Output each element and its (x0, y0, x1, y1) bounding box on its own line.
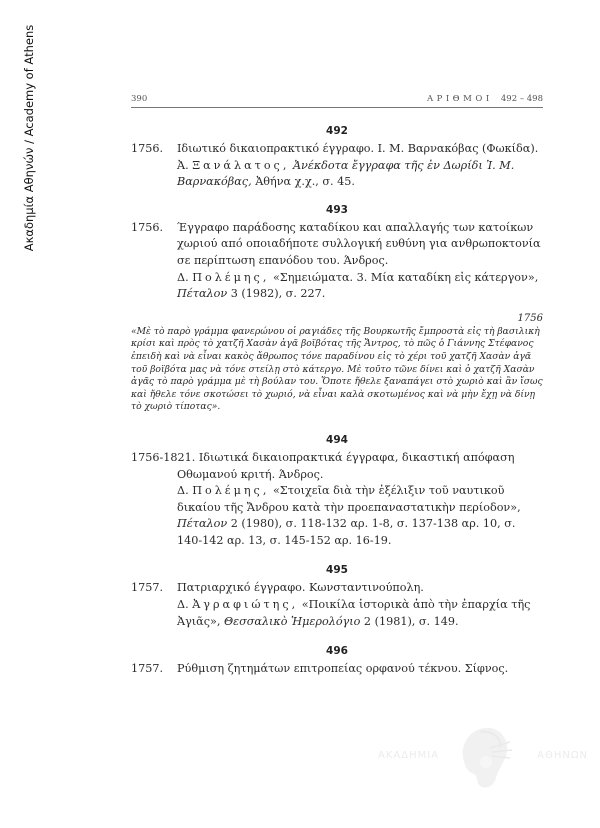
work-title: «Στοιχεῖα διὰ τὴν ἐξέλιξιν τοῦ ναυτικοῦ δικαίου τῆς Ἄνδρου κατὰ τὴν προεπαναστατικὴν περίοδον», (177, 484, 521, 514)
journal-title: Πέταλον (177, 517, 228, 531)
author-initial: Δ. (177, 484, 189, 498)
section-493 (131, 204, 543, 414)
quote-text: «Μὲ τὸ παρὸ γράμμα φανερώνου οἱ ραγιάδες τῆς Βουρκωτῆς ἔμπροστὰ εἰς τὴ βασιλικὴ κρίσι καὶ πρὸς τὸ χατζῆ Χασὰν ἀγᾶ βοϊβότας τῆς Ἄντρος, τὸ πῶς ὁ Γιάννης Στέφανος ἐπειδὴ καὶ νὰ εἶναι κακὸς ἄθρωπος τόνε παραδίνου εἰς τὸ χέρι τοῦ χατζῆ Χασὰν ἀγᾶ τοῦ βοϊβότα μας νὰ τόνε στείλῃ στὸ κάτεργο. Μὲ τοῦτο τῶνε δίνει καὶ ὁ χατζῆ Χασὰν ἀγᾶς τὸ παρὸ γράμμα μὲ τὴ βούλαν του. Ὅποτε ἤθελε ξαναπάγει στὸ χωριὸ καὶ ἂν ἴσως καὶ ἤθελε τόνε σκοτώσει τὸ χωριό, νὰ εἶναι καλὰ σκοτωμένος καὶ νὰ μὴν ἔχῃ νὰ δίνῃ τὸ χωριὸ τίποτας». (131, 325, 543, 413)
section-494 (131, 434, 543, 550)
citation-rest: 2 (1980), σ. 118-132 αρ. 1-8, σ. 137-138 αρ. 10, σ. 140-142 αρ. 13, σ. 145-152 αρ. 16-19. (177, 517, 516, 547)
author-initial: Δ. (177, 598, 189, 612)
entry (131, 450, 543, 550)
entry (131, 580, 543, 630)
section-number: 494 (326, 433, 348, 446)
section-495 (131, 564, 543, 630)
entry-reference (131, 483, 543, 549)
citation-rest: Ἀθήνα χ.χ., σ. 45. (251, 175, 355, 189)
entry-description: Ιδιωτικά δικαιοπρακτικά έγγραφα, δικαστική απόφαση Οθωμανού κριτή. Άνδρος. (177, 450, 515, 481)
entry-head (131, 450, 543, 483)
author-surname: Ἀγραφιώτης, (192, 598, 299, 612)
logo-text-right: ΑΘΗΝΩΝ (537, 750, 588, 761)
entry (131, 661, 543, 678)
document-page (131, 94, 543, 678)
entry-reference (131, 270, 543, 303)
academy-logo-watermark (378, 722, 588, 792)
section-496 (131, 645, 543, 678)
entry-description: Έγγραφο παράδοσης καταδίκου και απαλλαγής των κατοίκων χωριού από οποιαδήποτε συλλογική ευθύνη για ανθρωποκτονία σε περίπτωση επανόδου του. Άνδρος. (177, 220, 541, 267)
section-number: 492 (326, 125, 348, 137)
entry-date: 1757. (131, 581, 164, 595)
entry-head (131, 580, 543, 597)
running-head (131, 94, 543, 108)
entry-reference (131, 597, 543, 630)
journal-title: Θεσσαλικὸ Ἡμερολόγιο (223, 614, 361, 628)
entry-head (131, 661, 543, 678)
entry-date: 1756. (131, 142, 164, 155)
author-surname: Πολέμης, (192, 270, 270, 284)
entry-date: 1756. (131, 220, 164, 234)
running-title (427, 94, 543, 104)
section-number: 493 (326, 203, 348, 216)
section-492 (131, 125, 543, 191)
citation-rest: 2 (1981), σ. 149. (360, 614, 459, 628)
entry-reference (131, 158, 543, 191)
entry-head (131, 220, 543, 270)
quote-section (131, 313, 543, 414)
side-watermark (22, 24, 36, 252)
section-number: 495 (326, 564, 348, 577)
entry-date: 1756-1821. (131, 450, 196, 464)
logo-text-left: ΑΚΑΔΗΜΙΑ (378, 750, 440, 761)
section-number: 496 (326, 645, 348, 658)
entry-description: Ρύθμιση ζητημάτων επιτροπείας ορφανού τέκνου. Σίφνος. (177, 662, 509, 676)
work-title: «Ποικίλα ἱστορικὰ ἀπὸ τὴν ἐπαρχία τῆς Ἀγιᾶς», (177, 598, 531, 628)
author-initial: Ἀ. (177, 158, 189, 172)
entry (131, 220, 543, 303)
entry-date: 1757. (131, 662, 164, 676)
page-number: 390 (131, 94, 148, 104)
work-title: Ἀνέκδοτα ἔγγραφα τῆς ἐν Δωρίδι Ἰ. Μ. Βαρνακόβας, (177, 158, 515, 189)
side-watermark-text: Ακαδημία Αθηνών / Academy of Athens (22, 24, 36, 252)
author-surname: Ξανάλατος, (192, 158, 290, 172)
athena-head-icon (450, 722, 516, 792)
work-title: «Σημειώματα. 3. Μία καταδίκη εἰς κάτεργον», (269, 270, 539, 284)
journal-title: Πέταλον (177, 287, 228, 301)
entry-head (131, 141, 543, 158)
running-title-text: ΑΡΙΘΜΟΙ (426, 94, 493, 104)
quote-date: 1756 (517, 312, 543, 324)
author-surname: Πολέμης, (192, 484, 270, 498)
running-range: 492 – 498 (500, 94, 543, 104)
entry-description: Ιδιωτικό δικαιοπρακτικό έγγραφο. Ι. Μ. Βαρνακόβας (Φωκίδα). (177, 142, 539, 155)
entry (131, 141, 543, 191)
citation-rest: 3 (1982), σ. 227. (227, 287, 326, 301)
author-initial: Δ. (177, 270, 189, 284)
entry-description: Πατριαρχικό έγγραφο. Κωνσταντινούπολη. (177, 581, 424, 595)
